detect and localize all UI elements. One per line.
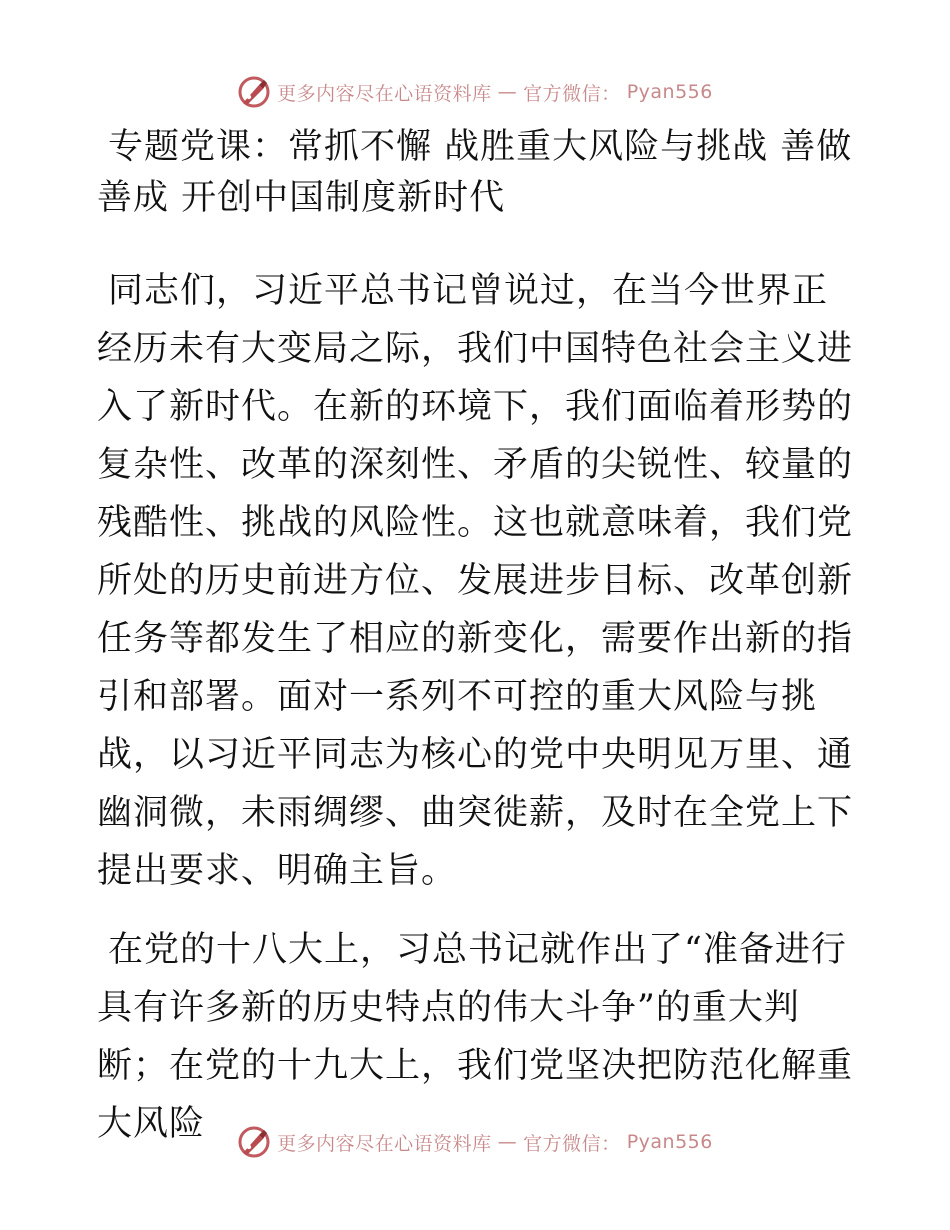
pen-logo-icon (237, 1125, 271, 1159)
watermark-main-text: 更多内容尽在心语资料库 (277, 82, 492, 105)
footer-watermark (0, 1125, 950, 1159)
header-watermark (0, 75, 950, 109)
document-title: 专题党课：常抓不懈 战胜重大风险与挑战 善做善成 开创中国制度新时代 (97, 127, 853, 218)
watermark-separator: — (497, 81, 518, 103)
pen-logo-icon (237, 75, 271, 109)
paragraph-1: 同志们，习近平总书记曾说过，在当今世界正经历未有大变局之际，我们中国特色社会主义进入了新时代。在新的环境下，我们面临着形势的复杂性、改革的深刻性、矛盾的尖锐性、较量的残酷性、挑战的风险性。这也就意味着，我们党所处的历史前进方位、发展进步目标、改革创新任务等都发生了相应的新变化，需要作出新的指引和部署。面对一系列不可控的重大风险与挑战，以习近平同志为核心的党中央明见万里、通幽洞微，未雨绸缪、曲突徙薪，及时在全党上下提出要求、明确主旨。 (97, 271, 854, 891)
document-body (97, 122, 857, 1153)
watermark-wechat-id: Pyan556 (626, 1131, 713, 1153)
watermark-main-text: 更多内容尽在心语资料库 (277, 1132, 492, 1155)
watermark-separator: — (497, 1131, 518, 1153)
watermark-wechat-label: 官方微信： (523, 1132, 621, 1155)
watermark-wechat-id: Pyan556 (626, 81, 713, 103)
watermark-wechat-label: 官方微信： (523, 82, 621, 105)
paragraph-2: 在党的十八大上，习总书记就作出了“准备进行具有许多新的历史特点的伟大斗争”的重大判断；在党的十九大上，我们党坚决把防范化解重大风险 (97, 930, 854, 1144)
